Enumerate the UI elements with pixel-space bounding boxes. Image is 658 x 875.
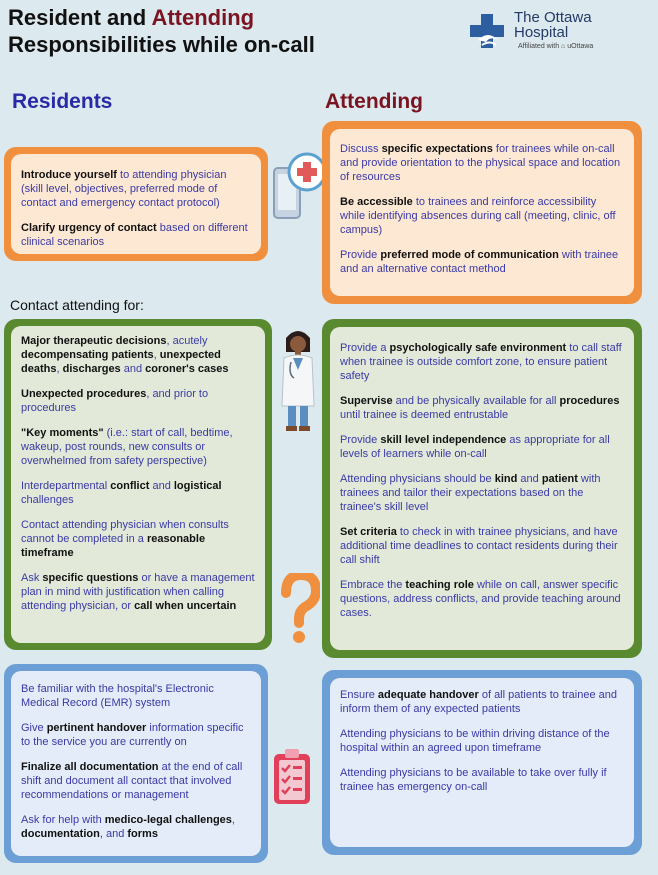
phone-medical-icon — [270, 150, 326, 224]
logo-affiliation: Affiliated with ⌂ uOttawa — [518, 43, 594, 50]
criteria-paragraph: Set criteria to check in with trainee physicians, and have additional time deadlines to contact residents during their call shift — [340, 526, 618, 566]
question-mark-icon — [280, 573, 320, 645]
logo-name-line2: Hospital — [514, 24, 569, 41]
logo-name-line1: The Ottawa — [514, 9, 592, 26]
expectations-paragraph: Discuss specific expectations for trainees while on-call and provide orientation to the physical space and location of resources — [340, 143, 621, 183]
residents-heading: Residents — [12, 90, 113, 113]
title-highlight: Attending — [151, 5, 255, 30]
kind-patient-paragraph: Attending physicians should be kind and patient with trainees and tailor their expectations based on the trainee's skill level — [340, 473, 601, 513]
contact-attending-content — [11, 326, 265, 643]
resident-intro-content — [11, 154, 261, 254]
intro-paragraph: Introduce yourself to attending physician (skill level, objectives, preferred mode of contact and emergency contact protocol) — [21, 169, 227, 209]
accessible-paragraph: Be accessible to trainees and reinforce accessibility while identifying absences during call (meeting, clinic, off campus) — [340, 196, 616, 236]
resident-documentation-content — [11, 671, 261, 856]
communication-paragraph: Provide preferred mode of communication with trainee and an alternative contact method — [340, 249, 619, 275]
procedures-paragraph: Unexpected procedures, and prior to procedures — [21, 388, 209, 414]
consults-paragraph: Contact attending physician when consults cannot be completed in a reasonable timeframe — [21, 519, 229, 559]
attending-handover-box — [322, 670, 642, 855]
hospital-logo — [468, 10, 648, 58]
take-over-paragraph: Attending physicians to be available to take over fully if trainee has emergency on-call — [340, 767, 607, 793]
resident-intro-box — [4, 147, 268, 261]
independence-paragraph: Provide skill level independence as appropriate for all levels of learners while on-call — [340, 434, 610, 460]
questions-paragraph: Ask specific questions or have a management plan in mind with justification when calling attending physician, or call when uncertain — [21, 572, 255, 612]
conflict-paragraph: Interdepartmental conflict and logistical challenges — [21, 480, 222, 506]
clipboard-checklist-icon — [272, 748, 312, 806]
urgency-paragraph: Clarify urgency of contact based on different clinical scenarios — [21, 222, 248, 248]
contact-attending-heading: Contact attending for: — [10, 297, 144, 313]
key-moments-paragraph: "Key moments" (i.e.: start of call, bedtime, wakeup, post rounds, new consults or overwhelmed from safety perspective) — [21, 427, 233, 467]
help-paragraph: Ask for help with medico-legal challenges, documentation, and forms — [21, 814, 235, 840]
attending-expectations-content — [330, 129, 634, 296]
handover-paragraph: Give pertinent handover information specific to the service you are currently on — [21, 722, 244, 748]
attending-support-box — [322, 319, 642, 658]
safe-environment-paragraph: Provide a psychologically safe environment to call staff when trainee is outside comfort zone, to ensure patient safety — [340, 342, 622, 382]
adequate-handover-paragraph: Ensure adequate handover of all patients to trainee and inform them of any expected patients — [340, 689, 617, 715]
driving-distance-paragraph: Attending physicians to be within driving distance of the hospital within an agreed upon timeframe — [340, 728, 610, 754]
attending-handover-content — [330, 678, 634, 847]
teaching-paragraph: Embrace the teaching role while on call, answer specific questions, address conflicts, and provide teaching around cases. — [340, 579, 621, 619]
attending-expectations-box — [322, 121, 642, 304]
supervise-paragraph: Supervise and be physically available for all procedures until trainee is deemed entrustable — [340, 395, 620, 421]
doctor-illustration — [276, 328, 320, 434]
contact-attending-box — [4, 319, 272, 650]
hospital-logo-icon — [468, 12, 508, 52]
page-title: Resident and Attending Responsibilities while on-call — [8, 5, 315, 57]
emr-paragraph: Be familiar with the hospital's Electronic Medical Record (EMR) system — [21, 683, 214, 709]
documentation-paragraph: Finalize all documentation at the end of call shift and document all contact that involved recommendations or management — [21, 761, 243, 801]
resident-documentation-box — [4, 664, 268, 863]
attending-support-content — [330, 327, 634, 650]
decisions-paragraph: Major therapeutic decisions, acutely decompensating patients, unexpected deaths, discharges and coroner's cases — [21, 335, 229, 375]
attending-heading: Attending — [325, 90, 423, 113]
